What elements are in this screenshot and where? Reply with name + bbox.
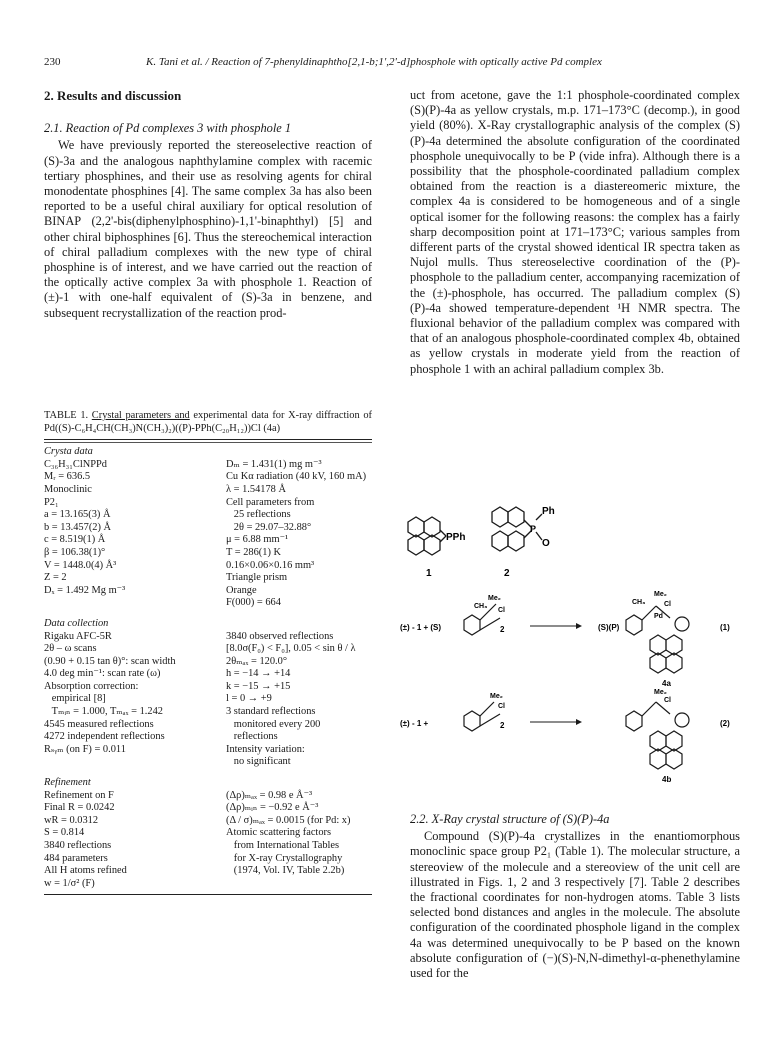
compound-1-label: 1 xyxy=(426,568,432,579)
ph-label: Ph xyxy=(542,506,555,517)
right-body-paragraph: uct from acetone, gave the 1:1 phosphole-coordinated complex (S)(P)-4a as yellow crystals, m.p. 171–173°C (decomp.), in good yield (80%). X-Ray crystallographic analysis of the complex (S)(P)-4a determined the absolute configuration of the coordinated phosphole unequivocally to be P (vide infra). Although there is a possibility that the phosphole-coordinated palladium complex obtained from the reaction is a diastereomeric mixture, the complex 4a is considered to be homogeneous and of a single optical isomer for the following reasons: the complex has a fairly sharp decomposition point at 171–173°C; various samples from different parts of the crystal showed identical IR spectra taken as Nujol mulls. Thus stereoselective coordination of the (P)-phosphole to the palladium center, accompanying racemization of the (±)-phosphole, has occurred. The palladium complex (S)(P)-4a showed temperature-dependent ¹H NMR spectra. The fluxional behavior of the palladium complex was compared with that of an analogous phosphole-coordinated complex 4b, obtained as yellow crystals in moderate yield from the reaction of phosphole 1 with an achiral palladium complex 3b. xyxy=(410,88,740,376)
table-caption xyxy=(44,410,372,435)
eq1-arrow-head xyxy=(576,623,582,629)
me2-label-4a: Me₂ xyxy=(654,591,667,598)
eq2-reactants: (±) - 1 + xyxy=(400,719,429,728)
table-cell-right: (Δρ)ₘᵢₙ = −0.92 e Å⁻³ xyxy=(226,802,319,814)
table-cell-left: (0.90 + 0.15 tan θ)°: scan width xyxy=(44,655,176,667)
dimer-subscript-3b: 2 xyxy=(500,721,505,730)
eq2-number: (2) xyxy=(720,719,730,728)
table-cell-right: reflections xyxy=(226,731,278,743)
table-section-title: Data collection xyxy=(44,617,109,629)
me2-label-4b: Me₂ xyxy=(654,689,667,696)
table-row xyxy=(44,560,372,573)
table-cell-left: 4545 measured reflections xyxy=(44,718,154,730)
compound-4b-label: 4b xyxy=(662,775,672,784)
table-section-title: Refinement xyxy=(44,777,91,789)
table-cell-right: [8.0σ(F₀) < F₀], 0.05 < sin θ / λ xyxy=(226,643,356,655)
table-cell-left: b = 13.457(2) Å xyxy=(44,521,112,533)
table-cell-right: μ = 6.88 mm⁻¹ xyxy=(226,534,289,546)
pd-label-4a: Pd xyxy=(654,613,663,620)
table-cell-left: Rₛᵧₘ (on F) = 0.011 xyxy=(44,743,126,755)
table-row xyxy=(44,853,372,866)
table-cell-right: 2θₘₐₓ = 120.0° xyxy=(226,655,287,667)
table-cell-left xyxy=(44,597,226,610)
ch3-label-4a: CH₃ xyxy=(632,599,646,606)
table-row xyxy=(44,534,372,547)
compound-2-label: 2 xyxy=(504,568,510,579)
table-row xyxy=(44,802,372,815)
table-row xyxy=(44,706,372,719)
table-cell-right: Triangle prism xyxy=(226,572,288,584)
table-row xyxy=(44,815,372,828)
table-cell-left: Mᵣ = 636.5 xyxy=(44,471,91,483)
table-row xyxy=(44,865,372,878)
table-cell-right: 2θ = 29.07–32.88° xyxy=(226,521,312,533)
reaction-scheme-svg xyxy=(400,500,740,790)
table-cell-right: (Δ / σ)ₘₐₓ = 0.0015 (for Pd: x) xyxy=(226,814,351,826)
table-caption-prefix: TABLE 1. xyxy=(44,410,92,421)
cl-label-4a: Cl xyxy=(664,601,671,608)
subsection-heading-2-2: 2.2. X-Ray crystal structure of (S)(P)-4a xyxy=(410,812,610,826)
table-cell-right: Dₘ = 1.431(1) mg m⁻³ xyxy=(226,458,322,470)
table-cell-left: Final R = 0.0242 xyxy=(44,802,115,814)
table-cell-left: Refinement on F xyxy=(44,789,114,801)
table-cell-right: 25 reflections xyxy=(226,509,291,521)
pd-complex-3b-structure xyxy=(464,702,500,731)
table-cell-left: c = 8.519(1) Å xyxy=(44,534,106,546)
me2-label: Me₂ xyxy=(488,595,501,602)
eq1-product-label: (S)(P) xyxy=(598,623,620,632)
o-label: O xyxy=(542,538,550,549)
table-cell-right: k = −15 → +15 xyxy=(226,680,291,692)
cl-label-3b: Cl xyxy=(498,703,505,710)
table-cell-left: empirical [8] xyxy=(44,693,106,705)
table-cell-right: h = −14 → +14 xyxy=(226,668,291,680)
table-cell-left xyxy=(44,756,226,769)
table-row xyxy=(44,756,372,769)
table-row xyxy=(44,484,372,497)
table-cell-left: a = 13.165(3) Å xyxy=(44,509,111,521)
table-cell-right: (Δρ)ₘₐₓ = 0.98 e Å⁻³ xyxy=(226,789,313,801)
table-row xyxy=(44,668,372,681)
table-row xyxy=(44,840,372,853)
page-number: 230 xyxy=(44,56,61,68)
cl-label: Cl xyxy=(498,607,505,614)
table-row xyxy=(44,790,372,803)
table-cell-right: T = 286(1) K xyxy=(226,546,282,558)
table-cell-right: from International Tables xyxy=(226,840,340,851)
table-row xyxy=(44,585,372,598)
eq1-number: (1) xyxy=(720,623,730,632)
table-row xyxy=(44,471,372,484)
table-cell-right: Orange xyxy=(226,584,257,596)
table-caption-underlined: Crystal parameters and xyxy=(91,410,190,421)
table-cell-left: P2₁ xyxy=(44,496,59,508)
table-cell-left: 4.0 deg min⁻¹: scan rate (ω) xyxy=(44,668,161,680)
table-cell-left: Tₘᵢₙ = 1.000, Tₘₐₓ = 1.242 xyxy=(44,706,163,718)
table-row xyxy=(44,693,372,706)
table-cell-left: Absorption correction: xyxy=(44,680,139,692)
table-row xyxy=(44,497,372,510)
table-row xyxy=(44,681,372,694)
table-cell-right: monitored every 200 xyxy=(226,718,321,730)
table-cell-left: V = 1448.0(4) Å³ xyxy=(44,559,117,571)
pph-label: PPh xyxy=(446,532,466,543)
table-cell-left: Dₓ = 1.492 Mg m⁻³ xyxy=(44,584,126,596)
table-row xyxy=(44,643,372,656)
table-cell-right: λ = 1.54178 Å xyxy=(226,483,286,495)
table-cell-left: w = 1/σ² (F) xyxy=(44,877,95,889)
table-cell-left: Monoclinic xyxy=(44,483,92,495)
table-cell-left: 4272 independent reflections xyxy=(44,731,165,743)
table-row xyxy=(44,572,372,585)
left-column xyxy=(44,88,372,321)
table-cell-right: 3840 observed reflections xyxy=(226,630,334,642)
table-cell-right: for X-ray Crystallography xyxy=(226,852,343,864)
table-cell-right: 3 standard reflections xyxy=(226,706,316,718)
reaction-scheme xyxy=(400,500,740,790)
table-section-title: Crysta data xyxy=(44,446,93,458)
table-bottom-rule xyxy=(44,894,372,895)
table-row xyxy=(44,547,372,560)
table-cell-right: Cu Kα radiation (40 kV, 160 mA) xyxy=(226,471,367,483)
table-row xyxy=(44,827,372,840)
table-cell-right: (1974, Vol. IV, Table 2.2b) xyxy=(226,865,345,877)
p-label: P xyxy=(530,524,537,534)
table-row xyxy=(44,522,372,535)
ch3-label: CH₃ xyxy=(474,603,488,610)
section-heading: 2. Results and discussion xyxy=(44,88,182,103)
table-cell-left: 484 parameters xyxy=(44,852,108,864)
table-cell-left: β = 106.38(1)° xyxy=(44,546,106,558)
table-cell-left: 3840 reflections xyxy=(44,840,112,851)
cl-label-4b: Cl xyxy=(664,697,671,704)
compound-4a-label: 4a xyxy=(662,679,671,688)
table-cell-left: Rigaku AFC-5R xyxy=(44,630,112,642)
table-row xyxy=(44,597,372,610)
table-1 xyxy=(44,410,372,897)
table-cell-right xyxy=(226,878,372,891)
table-row xyxy=(44,509,372,522)
table-cell-right: Intensity variation: xyxy=(226,743,305,755)
me2-label-3b: Me₂ xyxy=(490,693,503,700)
table-row xyxy=(44,719,372,732)
eq2-arrow-head xyxy=(576,719,582,725)
table-cell-left: C₃₆H₃₁ClNPPd xyxy=(44,458,107,470)
table-row xyxy=(44,744,372,757)
table-top-rule xyxy=(44,439,372,440)
table-cell-right: Atomic scattering factors xyxy=(226,827,332,839)
table-caption-rest: experimental data for X-ray diffraction of Pd((S)-C₆H₄CH(CH₃)N(CH₃)₂)((P)-PPh(C₂₀H₁₂))Cl (4a) xyxy=(44,410,373,434)
right-column xyxy=(410,88,740,377)
left-body-paragraph: We have previously reported the stereoselective reaction of (S)-3a and the analogous naphthylamine complex with racemic tertiary phosphines, and their use as resolving agents for chiral monodentate phosphines [4]. The same complex 3a has also been reported to be a useful chiral auxiliary for optical resolution of BINAP (2,2'-bis(diphenylphosphino)-1,1'-binaphthyl) [5] and other chiral biphosphines [6]. Thus the stereochemical interaction of chiral palladium complexes with the new type of chiral phosphine is of interest, and we have carried out the reaction of the optically active complex 3a with phosphole 1. Reaction of (±)-1 with one-half equivalent of (S)-3a in benzene, and subsequent recrystallization of the reaction prod- xyxy=(44,138,372,320)
complex-4b-structure xyxy=(626,702,689,769)
table-cell-left: wR = 0.0312 xyxy=(44,814,99,826)
table-cell-left: S = 0.814 xyxy=(44,827,85,839)
dimer-subscript: 2 xyxy=(500,625,505,634)
subsection-heading-2-1: 2.1. Reaction of Pd complexes 3 with phosphole 1 xyxy=(44,121,292,136)
table-row xyxy=(44,459,372,472)
table-cell-right: l = 0 → +9 xyxy=(226,693,272,705)
table-body xyxy=(44,446,372,890)
table-row xyxy=(44,631,372,644)
running-head xyxy=(44,56,724,72)
table-cell-left: 2θ – ω scans xyxy=(44,643,97,655)
phosphole-1-structure xyxy=(408,517,446,555)
table-cell-right: F(000) = 664 xyxy=(226,597,281,609)
table-cell-left: Z = 2 xyxy=(44,572,67,584)
table-row xyxy=(44,731,372,744)
running-title: K. Tani et al. / Reaction of 7-phenyldinaphtho[2,1-b;1',2'-d]phosphole with optically active Pd complex xyxy=(146,56,602,68)
right-body-paragraph-2: Compound (S)(P)-4a crystallizes in the enantiomorphous monoclinic space group P2₁ (Table 1). The molecular structure, a stereoview of the molecule and a stereoview of the unit cell are illustrated in Figs. 1, 2 and 3 respectively [7]. Table 2 describes the fractional coordinates for non-hydrogen atoms. Table 3 lists selected bond distances and angles in the molecule. The absolute configuration of the coordinated phosphole ligand in the complex 4a was determined unequivocally to be P based on the known absolute configuration of (−)(S)-N,N-dimethyl-α-phenethylamine used for the xyxy=(410,829,740,981)
eq1-reactants: (±) - 1 + (S) xyxy=(400,623,442,632)
table-row xyxy=(44,656,372,669)
table-cell-right: 0.16×0.06×0.16 mm³ xyxy=(226,559,315,571)
table-cell-right: no significant xyxy=(226,756,291,768)
table-cell-right: Cell parameters from xyxy=(226,496,315,508)
right-column-lower xyxy=(410,812,740,981)
table-cell-left: All H atoms refined xyxy=(44,865,127,877)
table-top-rule-2 xyxy=(44,442,372,443)
table-row xyxy=(44,878,372,891)
